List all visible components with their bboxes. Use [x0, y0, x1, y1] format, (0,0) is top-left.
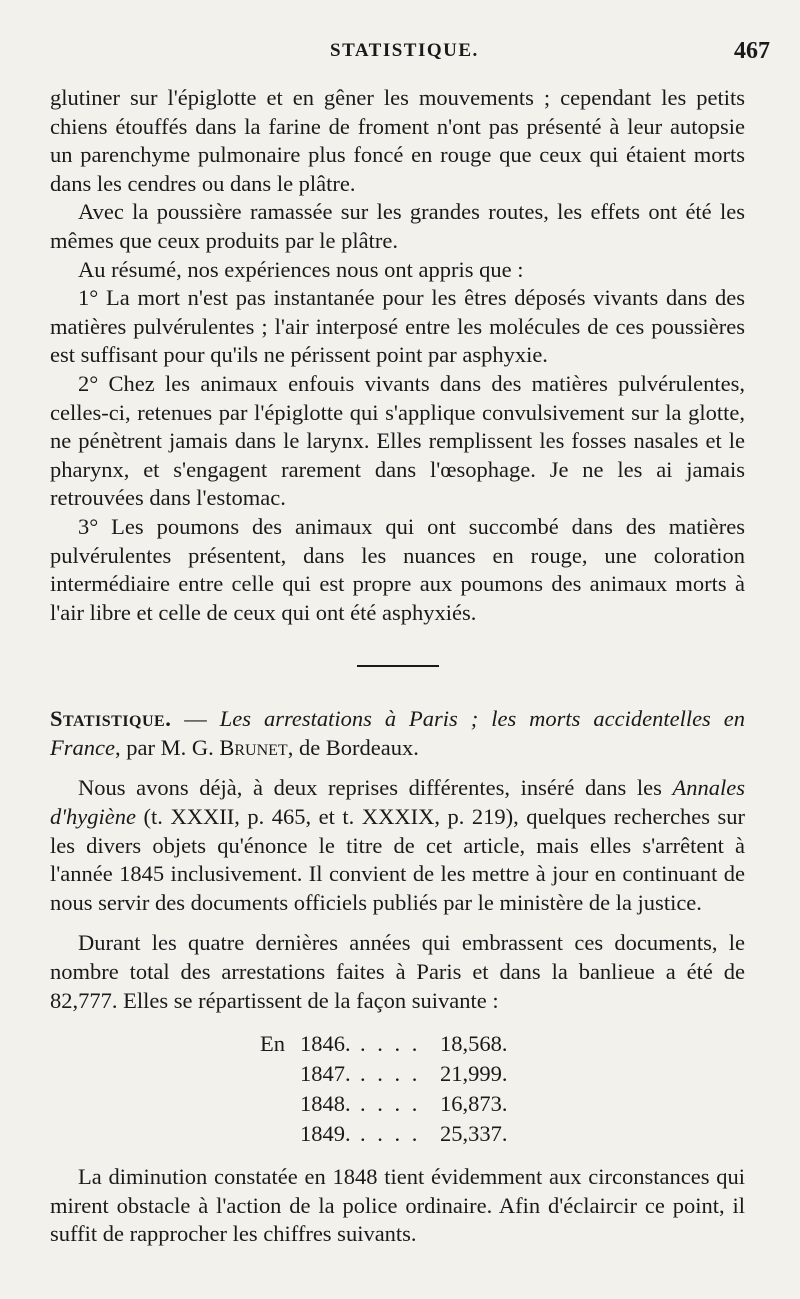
body-text — [50, 84, 745, 1249]
row-year: 1849. — [300, 1121, 351, 1147]
row-lead: En — [260, 1031, 285, 1057]
paragraph: glutiner sur l'épiglotte et en gêner les mouvements ; cependant les petits chiens étouffés dans la farine de froment n'ont pas présenté à leur autopsie un parenchyme pulmonaire plus foncé en rouge que ceux qui étaient morts dans les cendres ou dans le plâtre. — [50, 85, 745, 196]
page-header — [0, 38, 800, 68]
table-row — [50, 1029, 745, 1059]
paragraph: Au résumé, nos expériences nous ont appris que : — [78, 256, 524, 282]
intro-text-2: (t. XXXII, p. 465, et t. XXXIX, p. 219), quelques recherches sur les divers objets qu'énonce le titre de cet article, mais elles s'arrêtent à l'année 1845 inclusivement. Il convient de les mettre à jour en continuant de nous servir des documents officiels publiés par le ministère de la justice. — [50, 804, 745, 915]
article-kicker: Statistique. — [50, 706, 172, 732]
intro-text-1: Nous avons déjà, à deux reprises différentes, inséré dans les — [78, 775, 673, 801]
journal-title: Annales d'hygiène — [50, 775, 745, 830]
table-row — [50, 1119, 745, 1149]
article-heading — [50, 705, 745, 762]
final-paragraph: La diminution constatée en 1848 tient évidemment aux circonstances qui mirent obstacle à l'action de la police ordinaire. Afin d'éclaircir ce point, il suffit de rapprocher les chiffres suivants. — [50, 1164, 745, 1247]
article-dash: — — [171, 706, 220, 732]
numbered-conclusion-1: 1° La mort n'est pas instantanée pour les êtres déposés vivants dans des matières pulvérulentes ; l'air interposé entre les molécules de ces poussières est suffisant pour qu'ils ne périssent point par asphyxie. — [50, 285, 745, 368]
row-count: 16,873. — [440, 1091, 508, 1117]
row-count: 21,999. — [440, 1061, 508, 1087]
paragraph: Avec la poussière ramassée sur les grandes routes, les effets ont été les mêmes que ceux produits par le plâtre. — [50, 199, 745, 253]
numbered-conclusion-3: 3° Les poumons des animaux qui ont succombé dans des matières pulvérulentes présentent, dans les nuances en rouge, une coloration intermédiaire entre celle qui est propre aux poumons des animaux morts à l'air libre et celle de ceux qui ont été asphyxiés. — [50, 513, 745, 625]
row-year: 1848. — [300, 1091, 351, 1117]
table-row — [50, 1059, 745, 1089]
numbered-conclusion-2: 2° Chez les animaux enfouis vivants dans des matières pulvérulentes, celles-ci, retenues par l'épiglotte qui s'applique convulsivement sur la glotte, ne pénètrent jamais dans le larynx. Elles remplissent les fosses nasales et le pharynx, et s'engagent rarement dans l'œsophage. Je ne les ai jamais retrouvées dans l'estomac. — [50, 370, 745, 511]
row-count: 18,568. — [440, 1031, 508, 1057]
row-year: 1847. — [300, 1061, 351, 1087]
page-number: 467 — [734, 38, 770, 64]
row-leader-dots: . . . . — [360, 1061, 421, 1087]
row-count: 25,337. — [440, 1121, 508, 1147]
article-by: , par M. G. — [114, 734, 220, 760]
section-divider — [357, 665, 439, 667]
article-author: Brunet — [219, 734, 288, 760]
arrests-table — [50, 1029, 745, 1149]
table-row — [50, 1089, 745, 1119]
intro-paragraph — [50, 774, 745, 917]
article-title: Les arrestations à Paris ; les morts accidentelles en France — [50, 706, 746, 760]
article-place: , de Bordeaux. — [287, 734, 419, 760]
running-head: STATISTIQUE. — [330, 40, 479, 61]
spacer — [50, 762, 745, 774]
spacer — [50, 917, 745, 929]
total-arrests-paragraph: Durant les quatre dernières années qui embrassent ces documents, le nombre total des arrestations faites à Paris et dans la banlieue a été de 82,777. Elles se répartissent de la façon suivante : — [50, 930, 745, 1013]
row-year: 1846. — [300, 1031, 351, 1057]
row-leader-dots: . . . . — [360, 1121, 421, 1147]
row-leader-dots: . . . . — [360, 1091, 421, 1117]
row-leader-dots: . . . . — [360, 1031, 421, 1057]
